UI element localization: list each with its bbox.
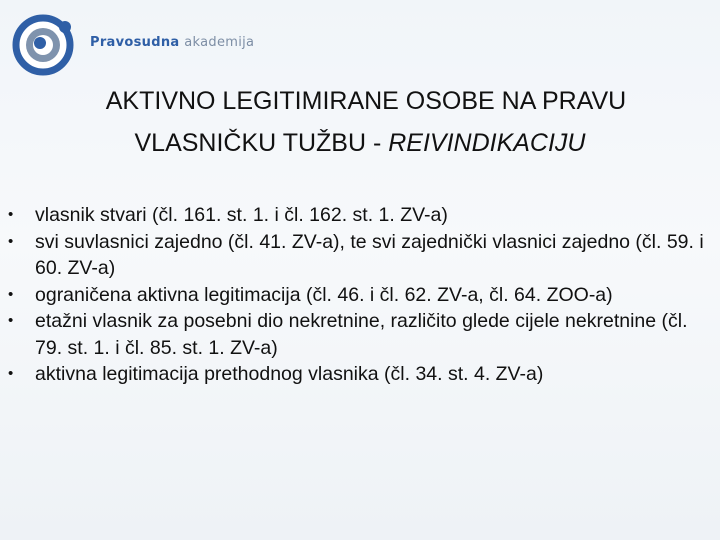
- bullet-list: [8, 202, 708, 388]
- list-item: [8, 361, 708, 388]
- title-line-2: [0, 122, 720, 164]
- list-item: [8, 282, 708, 309]
- slide-title: [0, 80, 720, 164]
- bullet-marker: •: [8, 365, 14, 382]
- list-item: [8, 202, 708, 229]
- bullet-text: ograničena aktivna legitimacija (čl. 46. i čl. 62. ZV-a, čl. 64. ZOO-a): [35, 283, 613, 306]
- brand-secondary: akademija: [184, 35, 255, 50]
- brand-primary: Pravosudna: [90, 35, 180, 50]
- bullet-text: vlasnik stvari (čl. 161. st. 1. i čl. 162. st. 1. ZV-a): [35, 204, 448, 226]
- list-item: [8, 308, 708, 361]
- bullet-marker: •: [8, 285, 14, 303]
- bullet-marker: •: [8, 232, 14, 250]
- bullet-marker: •: [8, 312, 14, 329]
- title-line-2-italic: REIVINDIKACIJU: [388, 129, 586, 157]
- list-item: [8, 229, 708, 282]
- brand-name: [90, 35, 254, 50]
- title-line-2-prefix: VLASNIČKU TUŽBU -: [134, 129, 389, 157]
- pravosudna-akademija-logo-icon: [12, 14, 74, 76]
- bullet-text: etažni vlasnik za posebni dio nekretnine, različito glede cijele nekretnine (čl. 79. st. 1. i čl. 85. st. 1. ZV-a): [35, 310, 688, 359]
- title-line-1: AKTIVNO LEGITIMIRANE OSOBE NA PRAVU: [105, 87, 627, 115]
- bullet-marker: •: [8, 206, 14, 223]
- bullet-text: aktivna legitimacija prethodnog vlasnika (čl. 34. st. 4. ZV-a): [35, 363, 544, 385]
- bullet-text: svi suvlasnici zajedno (čl. 41. ZV-a), te svi zajednički vlasnici zajedno (čl. 59. i 60. ZV-a): [35, 230, 704, 279]
